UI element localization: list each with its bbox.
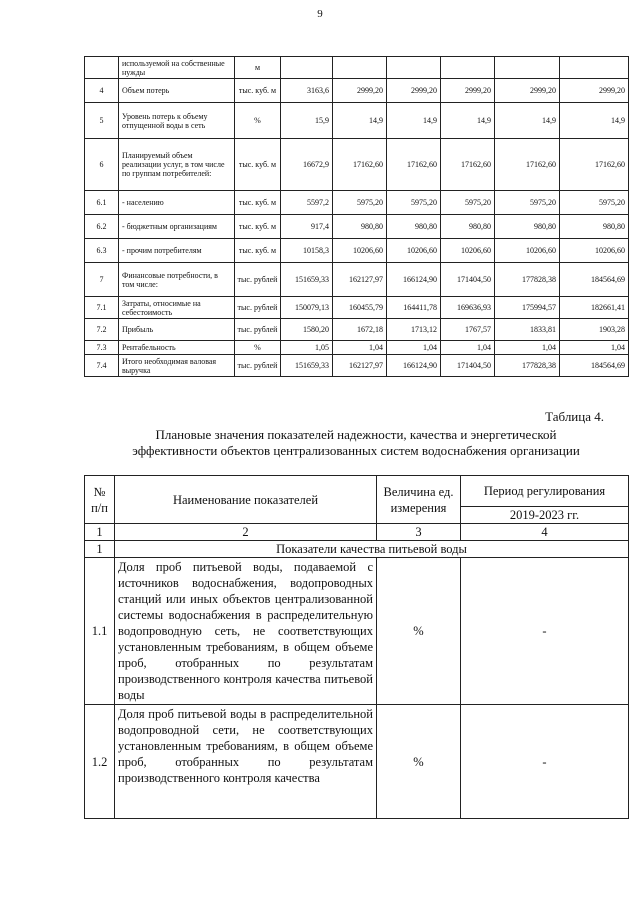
row-value: 171404,50 — [441, 355, 495, 377]
row-number: 7.1 — [85, 297, 119, 319]
row-value: 182661,41 — [560, 297, 629, 319]
row-name: - населению — [119, 191, 235, 215]
row-value: 1,04 — [441, 341, 495, 355]
row-value — [495, 57, 560, 79]
row-value: 10206,60 — [441, 239, 495, 263]
row-value: 1580,20 — [281, 319, 333, 341]
row-value: 2999,20 — [333, 79, 387, 103]
row-value: 14,9 — [560, 103, 629, 139]
table-row — [85, 103, 629, 139]
row-value: 151659,33 — [281, 263, 333, 297]
section-num: 1 — [85, 541, 115, 558]
row-value: 17162,60 — [495, 139, 560, 191]
table-row — [85, 297, 629, 319]
row-value: 160455,79 — [333, 297, 387, 319]
row-name: Итого необходимая валовая выручка — [119, 355, 235, 377]
table-row — [85, 239, 629, 263]
row-num: 1.1 — [85, 558, 115, 705]
row-unit: тыс. рублей — [235, 297, 281, 319]
row-value — [281, 57, 333, 79]
row-value — [333, 57, 387, 79]
row-value: 169636,93 — [441, 297, 495, 319]
row-value: 184564,69 — [560, 263, 629, 297]
row-description — [115, 705, 377, 819]
row-value: 980,80 — [560, 215, 629, 239]
row-number: 6.3 — [85, 239, 119, 263]
row-value: 151659,33 — [281, 355, 333, 377]
row-value: 175994,57 — [495, 297, 560, 319]
section-title: Показатели качества питьевой воды — [115, 541, 629, 558]
header-years: 2019-2023 гг. — [461, 507, 629, 524]
row-value: 14,9 — [333, 103, 387, 139]
table-row — [85, 341, 629, 355]
row-unit: тыс. рублей — [235, 263, 281, 297]
row-name: Объем потерь — [119, 79, 235, 103]
row-value: 2999,20 — [495, 79, 560, 103]
row-num: 1.2 — [85, 705, 115, 819]
row-value: 10206,60 — [333, 239, 387, 263]
row-number: 7 — [85, 263, 119, 297]
page-number: 9 — [317, 8, 323, 20]
row-value: 14,9 — [441, 103, 495, 139]
row-number: 6.2 — [85, 215, 119, 239]
row-value: 162127,97 — [333, 355, 387, 377]
row-value: 171404,50 — [441, 263, 495, 297]
row-unit: тыс. куб. м — [235, 191, 281, 215]
row-value: 166124,90 — [387, 355, 441, 377]
row-value: 14,9 — [495, 103, 560, 139]
row-value: 150079,13 — [281, 297, 333, 319]
table-row — [85, 558, 629, 705]
header-row — [85, 476, 629, 507]
table-title-line-2: эффективности объектов централизованных систем водоснабжения организации — [132, 443, 580, 458]
row-value: 16672,9 — [281, 139, 333, 191]
row-value: 10206,60 — [495, 239, 560, 263]
row-value: 1713,12 — [387, 319, 441, 341]
row-name: Планируемый объем реализации услуг, в том числе по группам потребителей: — [119, 139, 235, 191]
row-value: 2999,20 — [387, 79, 441, 103]
row-value: - — [461, 558, 629, 705]
row-value: 2999,20 — [441, 79, 495, 103]
row-value: 17162,60 — [560, 139, 629, 191]
header-unit: Величина ед. измерения — [377, 476, 461, 524]
header-num: № п/п — [85, 476, 115, 524]
row-number: 6.1 — [85, 191, 119, 215]
row-number: 7.2 — [85, 319, 119, 341]
row-number: 7.3 — [85, 341, 119, 355]
header-name: Наименование показателей — [115, 476, 377, 524]
col-number-4: 4 — [461, 524, 629, 541]
table-row — [85, 191, 629, 215]
row-value: 5975,20 — [387, 191, 441, 215]
row-unit: м — [235, 57, 281, 79]
table-row — [85, 139, 629, 191]
row-value: 14,9 — [387, 103, 441, 139]
row-value: 1833,81 — [495, 319, 560, 341]
row-value: 980,80 — [495, 215, 560, 239]
row-value: 177828,38 — [495, 263, 560, 297]
row-description: Доля проб питьевой воды, подаваемой с источников водоснабжения, водопроводных станций или иных объектов централизованной системы водоснабжения в распределительную водопроводную сеть, не соответствующих установленным требованиям, в общем объеме проб, отобранных по результатам производственного контроля качества питьевой воды — [115, 558, 377, 705]
row-value: 164411,78 — [387, 297, 441, 319]
row-unit: % — [235, 103, 281, 139]
col-number-3: 3 — [377, 524, 461, 541]
row-value: 17162,60 — [333, 139, 387, 191]
row-unit: тыс. куб. м — [235, 79, 281, 103]
row-value: 1672,18 — [333, 319, 387, 341]
row-value: 177828,38 — [495, 355, 560, 377]
row-unit: % — [377, 558, 461, 705]
row-name: Прибыль — [119, 319, 235, 341]
column-number-row — [85, 524, 629, 541]
header-period: Период регулирования — [461, 476, 629, 507]
table-title — [84, 427, 628, 459]
row-value: 166124,90 — [387, 263, 441, 297]
row-value: 980,80 — [333, 215, 387, 239]
row-number: 4 — [85, 79, 119, 103]
row-value: 17162,60 — [441, 139, 495, 191]
row-name: Затраты, относимые на себестоимость — [119, 297, 235, 319]
table-row — [85, 79, 629, 103]
row-value: 5975,20 — [560, 191, 629, 215]
row-value: 5597,2 — [281, 191, 333, 215]
row-name: Уровень потерь к объему отпущенной воды в сеть — [119, 103, 235, 139]
row-value: 5975,20 — [495, 191, 560, 215]
row-value: 1,04 — [387, 341, 441, 355]
row-name: Финансовые потребности, в том числе: — [119, 263, 235, 297]
row-value: 184564,69 — [560, 355, 629, 377]
col-number-1: 1 — [85, 524, 115, 541]
row-value: 1903,28 — [560, 319, 629, 341]
table-row — [85, 319, 629, 341]
row-value: 980,80 — [441, 215, 495, 239]
row-unit: тыс. рублей — [235, 355, 281, 377]
row-value: 2999,20 — [560, 79, 629, 103]
row-value: 980,80 — [387, 215, 441, 239]
row-value: 1767,57 — [441, 319, 495, 341]
financial-indicators-table — [84, 56, 629, 377]
col-number-2: 2 — [115, 524, 377, 541]
row-unit: тыс. рублей — [235, 319, 281, 341]
row-value: - — [461, 705, 629, 819]
row-value: 1,05 — [281, 341, 333, 355]
row-value: 5975,20 — [441, 191, 495, 215]
row-value: 162127,97 — [333, 263, 387, 297]
row-number: 7.4 — [85, 355, 119, 377]
row-value: 1,04 — [495, 341, 560, 355]
row-value — [441, 57, 495, 79]
row-name: Рентабельность — [119, 341, 235, 355]
row-unit: тыс. куб. м — [235, 239, 281, 263]
row-name: - бюджетным организациям — [119, 215, 235, 239]
row-value — [387, 57, 441, 79]
row-value: 5975,20 — [333, 191, 387, 215]
table-row — [85, 705, 629, 819]
row-unit: тыс. куб. м — [235, 215, 281, 239]
row-name: используемой на собственные нужды — [119, 57, 235, 79]
table-row — [85, 263, 629, 297]
row-unit: тыс. куб. м — [235, 139, 281, 191]
row-description-text: Доля проб питьевой воды в распределительной водопроводной сети, не соответствующих установленным требованиям, в общем объеме проб, отобранных по результатам производственного контроля качества — [118, 707, 373, 785]
row-unit: % — [377, 705, 461, 819]
row-value: 15,9 — [281, 103, 333, 139]
table-row — [85, 57, 629, 79]
table-title-line-1: Плановые значения показателей надежности, качества и энергетической — [155, 427, 557, 442]
row-value: 1,04 — [560, 341, 629, 355]
table-caption: Таблица 4. — [545, 409, 604, 424]
table-row — [85, 355, 629, 377]
reliability-indicators-table — [84, 475, 629, 819]
row-value: 1,04 — [333, 341, 387, 355]
section-row — [85, 541, 629, 558]
row-value — [560, 57, 629, 79]
row-unit: % — [235, 341, 281, 355]
row-value: 10158,3 — [281, 239, 333, 263]
row-number: 5 — [85, 103, 119, 139]
row-name: - прочим потребителям — [119, 239, 235, 263]
row-value: 917,4 — [281, 215, 333, 239]
row-value: 3163,6 — [281, 79, 333, 103]
row-number: 6 — [85, 139, 119, 191]
row-value: 10206,60 — [387, 239, 441, 263]
row-number — [85, 57, 119, 79]
row-value: 17162,60 — [387, 139, 441, 191]
table-row — [85, 215, 629, 239]
row-value: 10206,60 — [560, 239, 629, 263]
